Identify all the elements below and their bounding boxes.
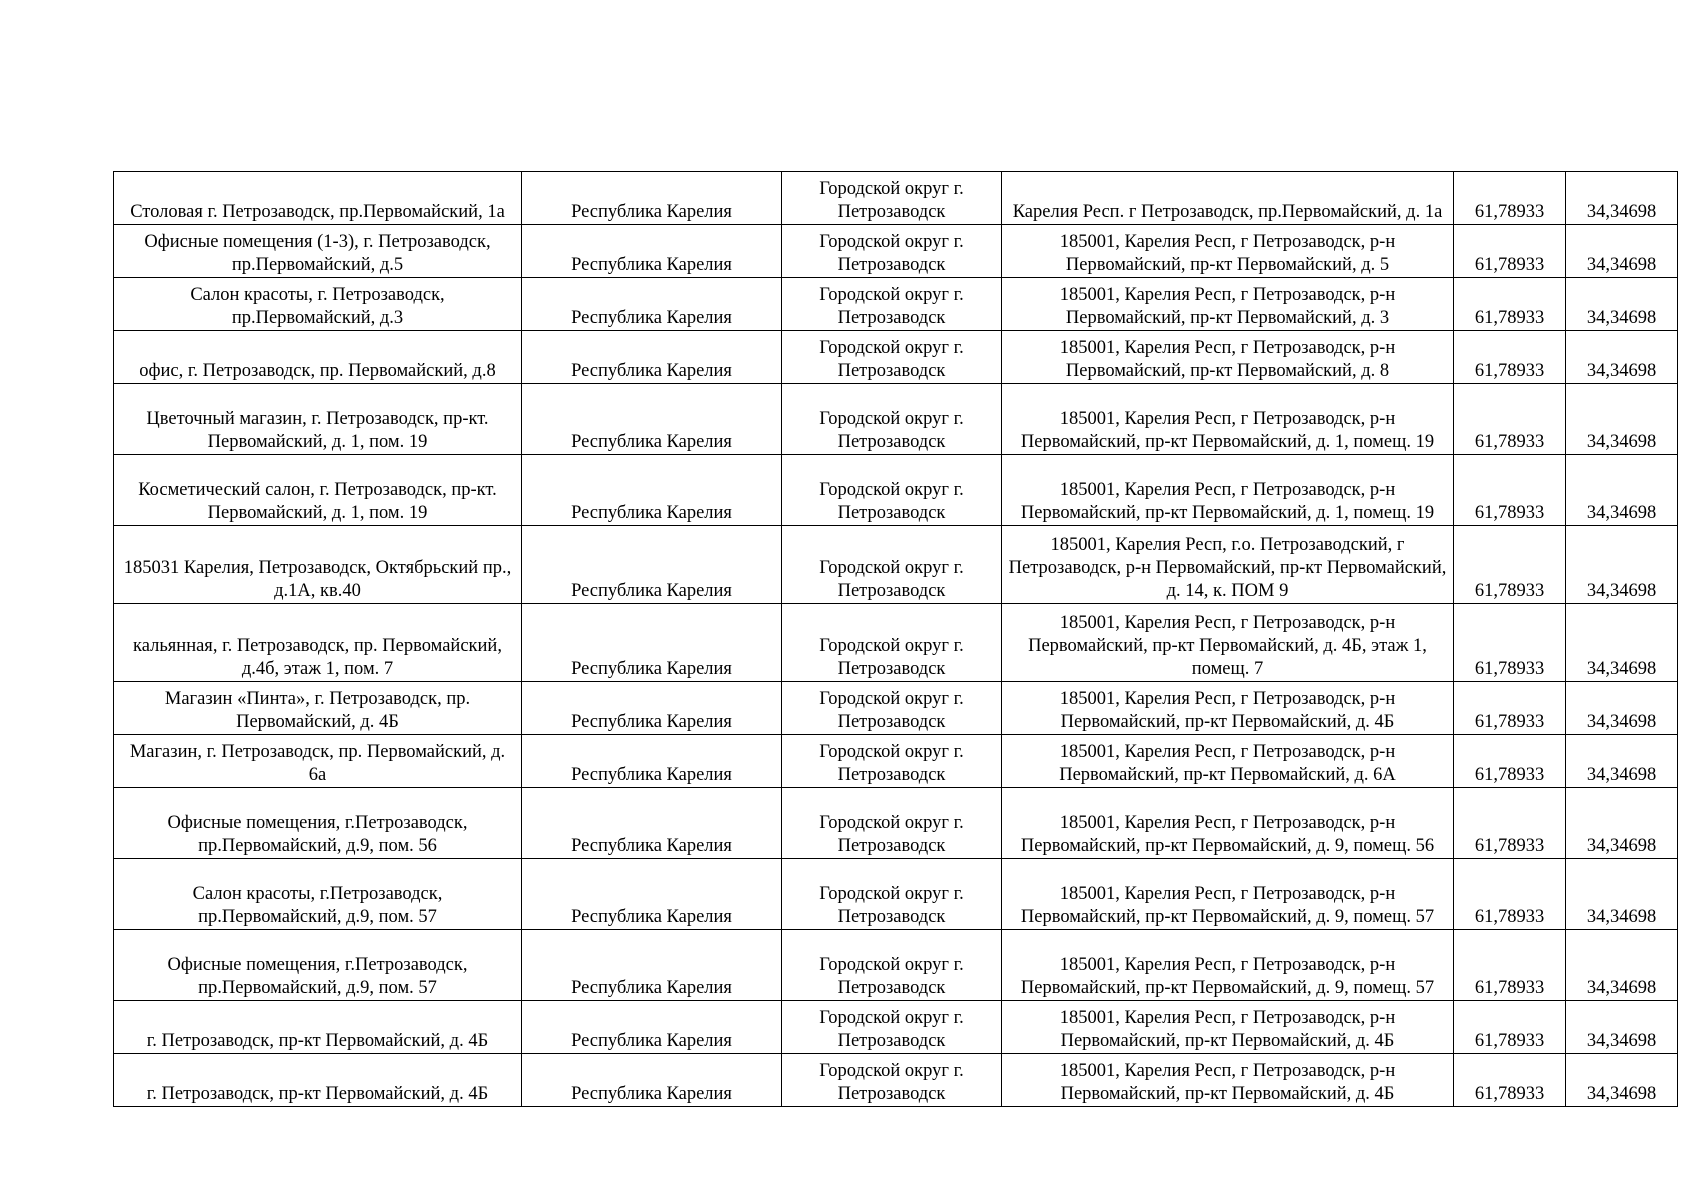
- address-cell: 185001, Карелия Респ, г Петрозаводск, р-н Первомайский, пр-кт Первомайский, д. 8: [1002, 331, 1454, 384]
- latitude-cell: 61,78933: [1454, 735, 1566, 788]
- address-cell: 185001, Карелия Респ, г Петрозаводск, р-н Первомайский, пр-кт Первомайский, д. 4Б, этаж 1, помещ. 7: [1002, 604, 1454, 682]
- region-cell: Республика Карелия: [522, 278, 782, 331]
- object-name-cell: Салон красоты, г. Петрозаводск, пр.Первомайский, д.3: [114, 278, 522, 331]
- object-name-cell: Цветочный магазин, г. Петрозаводск, пр-кт. Первомайский, д. 1, пом. 19: [114, 384, 522, 455]
- address-cell: 185001, Карелия Респ, г Петрозаводск, р-н Первомайский, пр-кт Первомайский, д. 6А: [1002, 735, 1454, 788]
- district-cell: Городской округ г. Петрозаводск: [782, 331, 1002, 384]
- longitude-cell: 34,34698: [1566, 384, 1678, 455]
- district-cell: Городской округ г. Петрозаводск: [782, 384, 1002, 455]
- address-cell: 185001, Карелия Респ, г Петрозаводск, р-н Первомайский, пр-кт Первомайский, д. 3: [1002, 278, 1454, 331]
- latitude-cell: 61,78933: [1454, 1054, 1566, 1107]
- table-row: [114, 788, 1678, 859]
- longitude-cell: 34,34698: [1566, 172, 1678, 225]
- address-cell: 185001, Карелия Респ, г Петрозаводск, р-н Первомайский, пр-кт Первомайский, д. 1, помещ. 19: [1002, 384, 1454, 455]
- longitude-cell: 34,34698: [1566, 526, 1678, 604]
- table-row: [114, 604, 1678, 682]
- object-name-cell: Офисные помещения (1-3), г. Петрозаводск, пр.Первомайский, д.5: [114, 225, 522, 278]
- address-cell: 185001, Карелия Респ, г Петрозаводск, р-н Первомайский, пр-кт Первомайский, д. 1, помещ. 19: [1002, 455, 1454, 526]
- address-cell: 185001, Карелия Респ, г Петрозаводск, р-н Первомайский, пр-кт Первомайский, д. 9, помещ. 56: [1002, 788, 1454, 859]
- table-row: [114, 455, 1678, 526]
- address-cell: 185001, Карелия Респ, г Петрозаводск, р-н Первомайский, пр-кт Первомайский, д. 4Б: [1002, 1001, 1454, 1054]
- table-row: [114, 1001, 1678, 1054]
- longitude-cell: 34,34698: [1566, 278, 1678, 331]
- object-name-cell: Косметический салон, г. Петрозаводск, пр-кт. Первомайский, д. 1, пом. 19: [114, 455, 522, 526]
- latitude-cell: 61,78933: [1454, 1001, 1566, 1054]
- region-cell: Республика Карелия: [522, 225, 782, 278]
- table-row: [114, 526, 1678, 604]
- address-cell: Карелия Респ. г Петрозаводск, пр.Первомайский, д. 1а: [1002, 172, 1454, 225]
- latitude-cell: 61,78933: [1454, 331, 1566, 384]
- district-cell: Городской округ г. Петрозаводск: [782, 788, 1002, 859]
- table-row: [114, 172, 1678, 225]
- district-cell: Городской округ г. Петрозаводск: [782, 225, 1002, 278]
- address-cell: 185001, Карелия Респ, г Петрозаводск, р-н Первомайский, пр-кт Первомайский, д. 4Б: [1002, 1054, 1454, 1107]
- object-name-cell: офис, г. Петрозаводск, пр. Первомайский, д.8: [114, 331, 522, 384]
- longitude-cell: 34,34698: [1566, 788, 1678, 859]
- region-cell: Республика Карелия: [522, 682, 782, 735]
- address-cell: 185001, Карелия Респ, г Петрозаводск, р-н Первомайский, пр-кт Первомайский, д. 5: [1002, 225, 1454, 278]
- latitude-cell: 61,78933: [1454, 788, 1566, 859]
- latitude-cell: 61,78933: [1454, 604, 1566, 682]
- latitude-cell: 61,78933: [1454, 682, 1566, 735]
- address-cell: 185001, Карелия Респ, г Петрозаводск, р-н Первомайский, пр-кт Первомайский, д. 9, помещ. 57: [1002, 930, 1454, 1001]
- table-row: [114, 1054, 1678, 1107]
- longitude-cell: 34,34698: [1566, 859, 1678, 930]
- region-cell: Республика Карелия: [522, 604, 782, 682]
- address-cell: 185001, Карелия Респ, г Петрозаводск, р-н Первомайский, пр-кт Первомайский, д. 9, помещ. 57: [1002, 859, 1454, 930]
- object-name-cell: Столовая г. Петрозаводск, пр.Первомайский, 1а: [114, 172, 522, 225]
- object-name-cell: г. Петрозаводск, пр-кт Первомайский, д. 4Б: [114, 1001, 522, 1054]
- district-cell: Городской округ г. Петрозаводск: [782, 278, 1002, 331]
- table-row: [114, 384, 1678, 455]
- longitude-cell: 34,34698: [1566, 1054, 1678, 1107]
- table-row: [114, 859, 1678, 930]
- object-name-cell: Офисные помещения, г.Петрозаводск, пр.Первомайский, д.9, пом. 57: [114, 930, 522, 1001]
- district-cell: Городской округ г. Петрозаводск: [782, 1001, 1002, 1054]
- table-row: [114, 682, 1678, 735]
- longitude-cell: 34,34698: [1566, 331, 1678, 384]
- region-cell: Республика Карелия: [522, 788, 782, 859]
- longitude-cell: 34,34698: [1566, 930, 1678, 1001]
- object-name-cell: Салон красоты, г.Петрозаводск, пр.Первомайский, д.9, пом. 57: [114, 859, 522, 930]
- longitude-cell: 34,34698: [1566, 1001, 1678, 1054]
- longitude-cell: 34,34698: [1566, 225, 1678, 278]
- longitude-cell: 34,34698: [1566, 735, 1678, 788]
- latitude-cell: 61,78933: [1454, 172, 1566, 225]
- region-cell: Республика Карелия: [522, 1001, 782, 1054]
- object-name-cell: 185031 Карелия, Петрозаводск, Октябрьский пр., д.1А, кв.40: [114, 526, 522, 604]
- region-cell: Республика Карелия: [522, 455, 782, 526]
- region-cell: Республика Карелия: [522, 526, 782, 604]
- longitude-cell: 34,34698: [1566, 604, 1678, 682]
- region-cell: Республика Карелия: [522, 1054, 782, 1107]
- latitude-cell: 61,78933: [1454, 278, 1566, 331]
- district-cell: Городской округ г. Петрозаводск: [782, 604, 1002, 682]
- region-cell: Республика Карелия: [522, 331, 782, 384]
- object-name-cell: Офисные помещения, г.Петрозаводск, пр.Первомайский, д.9, пом. 56: [114, 788, 522, 859]
- longitude-cell: 34,34698: [1566, 682, 1678, 735]
- latitude-cell: 61,78933: [1454, 455, 1566, 526]
- latitude-cell: 61,78933: [1454, 930, 1566, 1001]
- object-name-cell: кальянная, г. Петрозаводск, пр. Первомайский, д.4б, этаж 1, пом. 7: [114, 604, 522, 682]
- district-cell: Городской округ г. Петрозаводск: [782, 930, 1002, 1001]
- district-cell: Городской округ г. Петрозаводск: [782, 735, 1002, 788]
- region-cell: Республика Карелия: [522, 859, 782, 930]
- district-cell: Городской округ г. Петрозаводск: [782, 859, 1002, 930]
- object-registry-table: [113, 171, 1678, 1107]
- address-cell: 185001, Карелия Респ, г Петрозаводск, р-н Первомайский, пр-кт Первомайский, д. 4Б: [1002, 682, 1454, 735]
- latitude-cell: 61,78933: [1454, 526, 1566, 604]
- district-cell: Городской округ г. Петрозаводск: [782, 682, 1002, 735]
- table-row: [114, 735, 1678, 788]
- region-cell: Республика Карелия: [522, 735, 782, 788]
- object-name-cell: Магазин «Пинта», г. Петрозаводск, пр. Первомайский, д. 4Б: [114, 682, 522, 735]
- address-cell: 185001, Карелия Респ, г.о. Петрозаводский, г Петрозаводск, р-н Первомайский, пр-кт Первомайский, д. 14, к. ПОМ 9: [1002, 526, 1454, 604]
- object-name-cell: г. Петрозаводск, пр-кт Первомайский, д. 4Б: [114, 1054, 522, 1107]
- district-cell: Городской округ г. Петрозаводск: [782, 455, 1002, 526]
- district-cell: Городской округ г. Петрозаводск: [782, 526, 1002, 604]
- region-cell: Республика Карелия: [522, 384, 782, 455]
- district-cell: Городской округ г. Петрозаводск: [782, 1054, 1002, 1107]
- object-name-cell: Магазин, г. Петрозаводск, пр. Первомайский, д. 6а: [114, 735, 522, 788]
- district-cell: Городской округ г. Петрозаводск: [782, 172, 1002, 225]
- latitude-cell: 61,78933: [1454, 225, 1566, 278]
- longitude-cell: 34,34698: [1566, 455, 1678, 526]
- latitude-cell: 61,78933: [1454, 384, 1566, 455]
- table-row: [114, 225, 1678, 278]
- table-row: [114, 331, 1678, 384]
- table-row: [114, 278, 1678, 331]
- table-row: [114, 930, 1678, 1001]
- latitude-cell: 61,78933: [1454, 859, 1566, 930]
- region-cell: Республика Карелия: [522, 172, 782, 225]
- region-cell: Республика Карелия: [522, 930, 782, 1001]
